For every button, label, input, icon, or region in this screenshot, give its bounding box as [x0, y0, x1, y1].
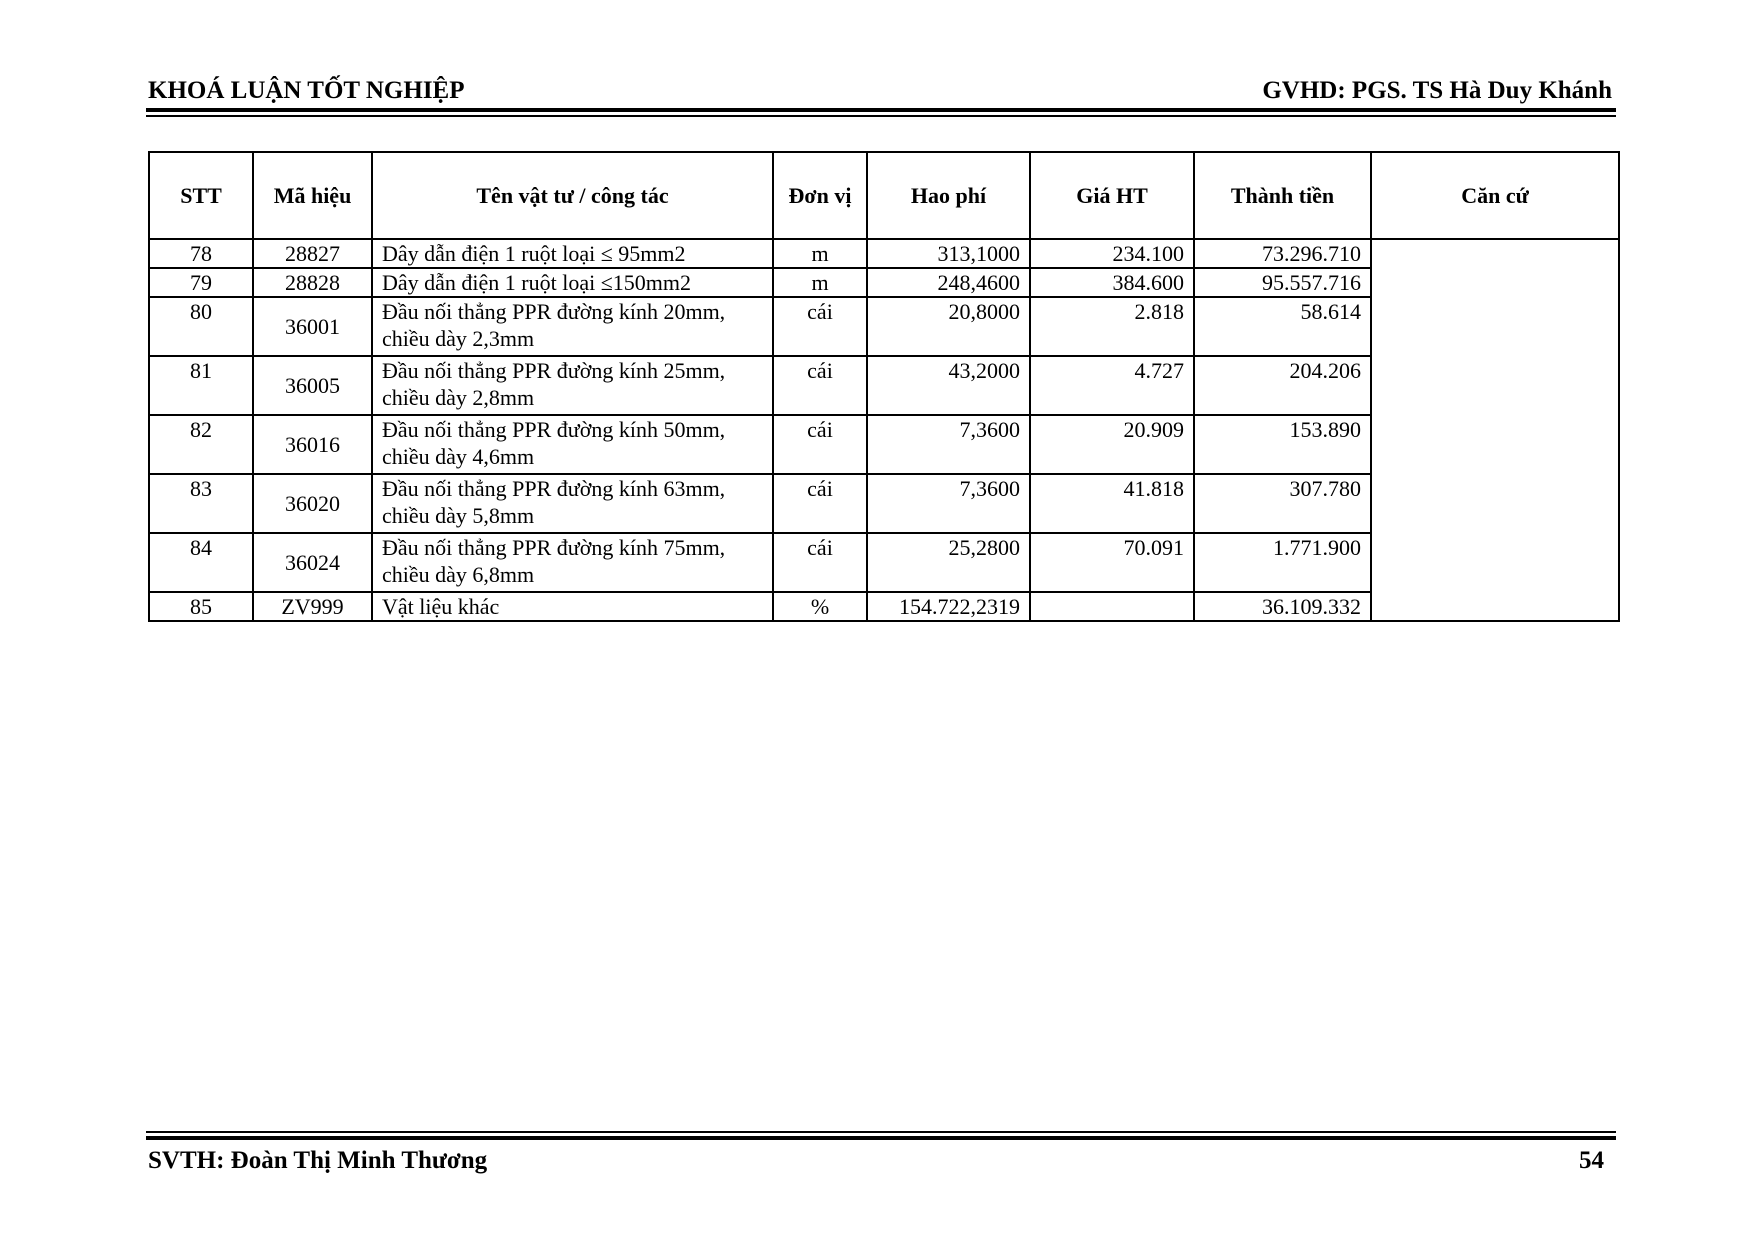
column-header-unit: Đơn vị — [773, 152, 867, 239]
cell-price: 2.818 — [1030, 297, 1194, 356]
cell-code: 28827 — [253, 239, 372, 268]
cell-name: Đầu nối thẳng PPR đường kính 75mm, chiều dày 6,8mm — [372, 533, 773, 592]
cell-unit: m — [773, 268, 867, 297]
cell-consumption: 313,1000 — [867, 239, 1030, 268]
cell-amount: 153.890 — [1194, 415, 1371, 474]
cell-unit: m — [773, 239, 867, 268]
cell-code: ZV999 — [253, 592, 372, 621]
header-divider-thick — [146, 108, 1616, 112]
cell-basis — [1371, 239, 1619, 621]
column-header-consumption: Hao phí — [867, 152, 1030, 239]
supervisor-name: GVHD: PGS. TS Hà Duy Khánh — [1262, 77, 1612, 104]
cell-name: Dây dẫn điện 1 ruột loại ≤ 95mm2 — [372, 239, 773, 268]
column-header-code: Mã hiệu — [253, 152, 372, 239]
cell-name: Đầu nối thẳng PPR đường kính 20mm, chiều dày 2,3mm — [372, 297, 773, 356]
cell-name: Vật liệu khác — [372, 592, 773, 621]
cell-unit: % — [773, 592, 867, 621]
footer-divider-thin — [146, 1131, 1616, 1133]
cell-consumption: 43,2000 — [867, 356, 1030, 415]
cell-stt: 78 — [149, 239, 253, 268]
student-name: SVTH: Đoàn Thị Minh Thương — [148, 1147, 488, 1174]
cell-consumption: 20,8000 — [867, 297, 1030, 356]
cell-consumption: 7,3600 — [867, 415, 1030, 474]
thesis-title: KHOÁ LUẬN TỐT NGHIỆP — [148, 77, 465, 104]
cell-stt: 83 — [149, 474, 253, 533]
cell-amount: 307.780 — [1194, 474, 1371, 533]
cell-amount: 58.614 — [1194, 297, 1371, 356]
footer-divider-thick — [146, 1136, 1616, 1140]
table-header-row — [149, 152, 1619, 239]
cell-code: 36016 — [253, 415, 372, 474]
cell-unit: cái — [773, 415, 867, 474]
cell-consumption: 7,3600 — [867, 474, 1030, 533]
table-row — [149, 239, 1619, 268]
materials-table — [148, 151, 1620, 622]
cell-amount: 73.296.710 — [1194, 239, 1371, 268]
cell-stt: 80 — [149, 297, 253, 356]
cell-unit: cái — [773, 356, 867, 415]
cell-code: 36005 — [253, 356, 372, 415]
cell-amount: 36.109.332 — [1194, 592, 1371, 621]
column-header-price: Giá HT — [1030, 152, 1194, 239]
cell-consumption: 25,2800 — [867, 533, 1030, 592]
cell-price: 41.818 — [1030, 474, 1194, 533]
cell-code: 36020 — [253, 474, 372, 533]
cell-price: 70.091 — [1030, 533, 1194, 592]
cell-name: Đầu nối thẳng PPR đường kính 50mm, chiều dày 4,6mm — [372, 415, 773, 474]
cell-consumption: 248,4600 — [867, 268, 1030, 297]
cell-price: 384.600 — [1030, 268, 1194, 297]
cell-price: 234.100 — [1030, 239, 1194, 268]
page-header — [148, 76, 1612, 106]
cell-stt: 79 — [149, 268, 253, 297]
page-number: 54 — [1579, 1147, 1604, 1174]
column-header-basis: Căn cứ — [1371, 152, 1619, 239]
cell-name: Đầu nối thẳng PPR đường kính 63mm, chiều dày 5,8mm — [372, 474, 773, 533]
cell-amount: 204.206 — [1194, 356, 1371, 415]
cell-amount: 1.771.900 — [1194, 533, 1371, 592]
cell-price: 20.909 — [1030, 415, 1194, 474]
cell-price: 4.727 — [1030, 356, 1194, 415]
cell-code: 28828 — [253, 268, 372, 297]
cell-name: Đầu nối thẳng PPR đường kính 25mm, chiều dày 2,8mm — [372, 356, 773, 415]
cell-unit: cái — [773, 474, 867, 533]
cell-code: 36024 — [253, 533, 372, 592]
cell-stt: 84 — [149, 533, 253, 592]
cell-stt: 81 — [149, 356, 253, 415]
cell-stt: 85 — [149, 592, 253, 621]
cell-unit: cái — [773, 297, 867, 356]
page-footer — [148, 1146, 1612, 1176]
column-header-stt: STT — [149, 152, 253, 239]
cell-name: Dây dẫn điện 1 ruột loại ≤150mm2 — [372, 268, 773, 297]
column-header-amount: Thành tiền — [1194, 152, 1371, 239]
cell-unit: cái — [773, 533, 867, 592]
cell-amount: 95.557.716 — [1194, 268, 1371, 297]
column-header-name: Tên vật tư / công tác — [372, 152, 773, 239]
cell-stt: 82 — [149, 415, 253, 474]
cell-consumption: 154.722,2319 — [867, 592, 1030, 621]
header-divider-thin — [146, 115, 1616, 117]
cell-code: 36001 — [253, 297, 372, 356]
cell-price — [1030, 592, 1194, 621]
